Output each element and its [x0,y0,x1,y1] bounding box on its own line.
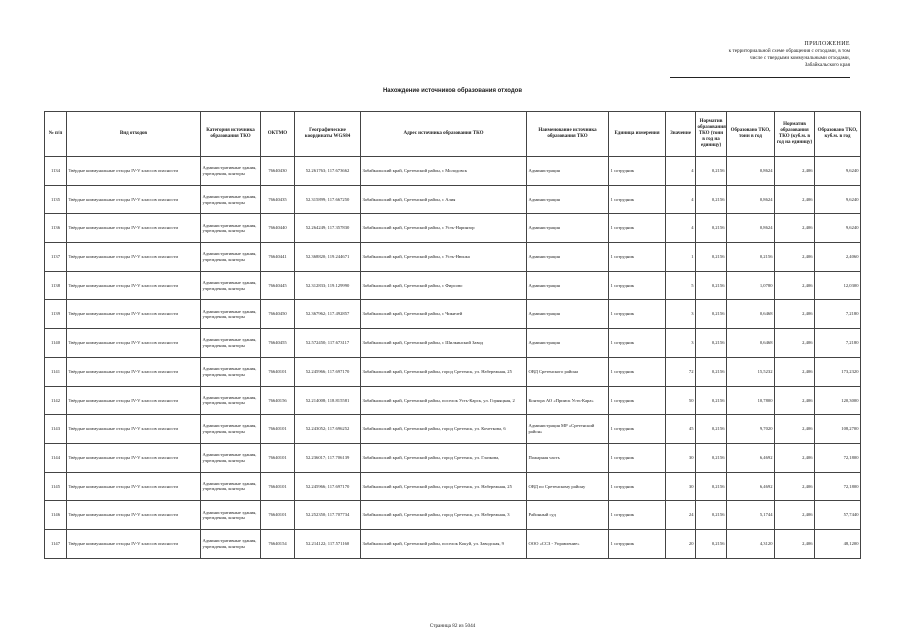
table-cell: 0,2156 [696,529,727,558]
table-cell: 0,2156 [696,357,727,386]
table-row [45,357,861,386]
table-cell: 76640440 [261,214,295,243]
table-cell: 2,406 [775,214,815,243]
table-cell: 2,406 [775,357,815,386]
table-row [45,214,861,243]
table-cell: 1 сотрудник [609,501,666,530]
table-cell: 1,0780 [727,271,775,300]
table-cell: Администрация [527,271,609,300]
table-cell: 76640455 [261,329,295,358]
table-cell: 0,2156 [696,415,727,444]
table-cell: Твёрдые коммунальные отходы IV-V классов опасности [67,415,201,444]
table-cell: 7,2180 [815,329,861,358]
table-cell: 52.367962; 117.492857 [295,300,361,329]
table-cell: 0,2156 [696,214,727,243]
appendix-rule [670,77,850,78]
table-cell: 1 сотрудник [609,357,666,386]
table-cell: 1 сотрудник [609,185,666,214]
table-cell: 1 сотрудник [609,329,666,358]
table-cell: 52.252350; 117.707734 [295,501,361,530]
table-cell: Забайкальский край, Сретенский район, с Шилкинский Завод [361,329,527,358]
table-cell: Твёрдые коммунальные отходы IV-V классов опасности [67,443,201,472]
table-cell: 76640101 [261,415,295,444]
table-cell: Административные здания, учреждения, конторы [201,357,261,386]
table-cell: 30 [666,443,696,472]
table-cell: 1146 [45,501,67,530]
header-cell: Категория источника образования ТКО [201,112,261,157]
table-cell: Забайкальский край, Сретенский район, город Сретенск, ул. Набережная, 25 [361,357,527,386]
table-cell: 0,2156 [696,501,727,530]
table-cell: Забайкальский край, Сретенский район, город Сретенск, ул. Набережная, 25 [361,472,527,501]
table-cell: Забайкальский край, Сретенский район, с Усть-Нюкжа [361,243,527,272]
table-cell: 7,2180 [815,300,861,329]
table-cell: 1 сотрудник [609,529,666,558]
table-cell: 1 сотрудник [609,300,666,329]
table-cell: Административные здания, учреждения, конторы [201,386,261,415]
table-cell: 0,2156 [696,185,727,214]
table-cell: 2,406 [775,185,815,214]
table-cell: 76640101 [261,443,295,472]
header-cell: Образовано ТКО, куб.м. в год [815,112,861,157]
table-cell: 173,2320 [815,357,861,386]
table-cell: 15,5232 [727,357,775,386]
table-cell: 2,4060 [815,243,861,272]
table-cell: Административные здания, учреждения, конторы [201,501,261,530]
table-cell: 72 [666,357,696,386]
appendix-line: к территориальной схеме обращения с отходами, в том [728,48,850,54]
table-cell: Административные здания, учреждения, конторы [201,185,261,214]
table-cell: Администрация [527,214,609,243]
table-cell: Забайкальский край, Сретенский район, город Сретенск, ул. Кочеткова, 6 [361,415,527,444]
table-cell: 1134 [45,157,67,186]
table-cell: Административные здания, учреждения, конторы [201,529,261,558]
table-cell: ОВД по Сретенскому району [527,472,609,501]
table-cell: Администрация [527,157,609,186]
header-cell: ОКТМО [261,112,295,157]
table-cell: 72,1800 [815,443,861,472]
table-cell: 76640450 [261,300,295,329]
table-cell: 0,2156 [696,243,727,272]
table-cell: 1 сотрудник [609,472,666,501]
table-cell: 0,2156 [696,271,727,300]
table-cell: 52.572450; 117.673117 [295,329,361,358]
table-cell: Администрация [527,300,609,329]
document-title: Нахождение источников образования отходов [382,88,523,94]
table-cell: Забайкальский край, Сретенский район, с Алия [361,185,527,214]
table-cell: 76640101 [261,472,295,501]
table-cell: Административные здания, учреждения, конторы [201,300,261,329]
table-cell: 52.243052; 117.696252 [295,415,361,444]
table-cell: Администрация [527,243,609,272]
table-cell: Твёрдые коммунальные отходы IV-V классов опасности [67,529,201,558]
table-cell: 30 [666,472,696,501]
table-cell: Административные здания, учреждения, конторы [201,214,261,243]
table-cell: 9,6240 [815,157,861,186]
table-cell: 52.245966; 117.697170 [295,472,361,501]
table-cell: 2,406 [775,243,815,272]
table-cell: 2,406 [775,415,815,444]
table-cell: 76640154 [261,529,295,558]
table-row [45,501,861,530]
table-cell: 1 сотрудник [609,271,666,300]
table-cell: Забайкальский край, Сретенский район, с Молодовск [361,157,527,186]
table-cell: 52.368820; 119.244671 [295,243,361,272]
table-cell: 9,6240 [815,185,861,214]
table-cell: 1135 [45,185,67,214]
table-cell: 48,1200 [815,529,861,558]
table-cell: 52.315899; 117.667250 [295,185,361,214]
table-cell: 76640435 [261,185,295,214]
table-cell: 4 [666,185,696,214]
table-cell: Твёрдые коммунальные отходы IV-V классов опасности [67,329,201,358]
table-cell: 2,406 [775,271,815,300]
table-cell: 1141 [45,357,67,386]
table-cell: 1 [666,243,696,272]
table-cell: Контора АО «Прииск Усть-Кара» [527,386,609,415]
table-cell: 1144 [45,443,67,472]
table-cell: Твёрдые коммунальные отходы IV-V классов опасности [67,472,201,501]
table-cell: 72,1800 [815,472,861,501]
table-cell: Твёрдые коммунальные отходы IV-V классов опасности [67,185,201,214]
appendix-block [630,41,850,69]
table-cell: 76640441 [261,243,295,272]
table-cell: Твёрдые коммунальные отходы IV-V классов опасности [67,243,201,272]
table-cell: 24 [666,501,696,530]
header-cell: Норматив образования ТКО (куб.м. в год на единицу) [775,112,815,157]
table-row [45,185,861,214]
table-cell: Забайкальский край, Сретенский район, с Усть-Наринзор [361,214,527,243]
table-cell: Административные здания, учреждения, конторы [201,243,261,272]
table-cell: 1 сотрудник [609,157,666,186]
table-cell: 2,406 [775,443,815,472]
table-cell: Администрация МР «Сретенский район» [527,415,609,444]
table-cell: 1 сотрудник [609,214,666,243]
table-cell: 52.264249; 117.357830 [295,214,361,243]
page-footer: Страница 82 из 5044 [429,623,476,629]
table-cell: Твёрдые коммунальные отходы IV-V классов опасности [67,357,201,386]
header-cell: Единица измерения [609,112,666,157]
table-row [45,300,861,329]
table-cell: 5,1744 [727,501,775,530]
table-cell: Твёрдые коммунальные отходы IV-V классов опасности [67,386,201,415]
table-row [45,443,861,472]
table-cell: 12,0300 [815,271,861,300]
table-cell: 0,2156 [696,443,727,472]
table-cell: Твёрдые коммунальные отходы IV-V классов опасности [67,501,201,530]
table-cell: Административные здания, учреждения, конторы [201,329,261,358]
table-cell: Забайкальский край, Сретенский район, поселок Кокуй, ул. Заводская, 9 [361,529,527,558]
table-cell: 3 [666,300,696,329]
table-cell: Забайкальский край, Сретенский район, город Сретенск, ул. Глазкова, [361,443,527,472]
table-cell: 52.214008; 118.815581 [295,386,361,415]
table-cell: 1143 [45,415,67,444]
table-cell: Административные здания, учреждения, конторы [201,415,261,444]
table-cell: 52.245966; 117.697170 [295,357,361,386]
header-cell: Образовано ТКО, тонн в год [727,112,775,157]
table-cell: 1137 [45,243,67,272]
table-row [45,329,861,358]
table-cell: 0,8624 [727,185,775,214]
table-row [45,271,861,300]
table-cell: 2,406 [775,529,815,558]
table-cell: 0,8624 [727,214,775,243]
table-cell: 3 [666,329,696,358]
table-cell: 4,3120 [727,529,775,558]
table-cell: 52.312833; 119.129990 [295,271,361,300]
waste-sources-table [44,111,861,559]
table-cell: 0,2156 [696,472,727,501]
table-cell: 76640101 [261,501,295,530]
table-cell: 1138 [45,271,67,300]
table-cell: 0,6468 [727,300,775,329]
table-cell: 6,4692 [727,472,775,501]
table-cell: Пожарная часть [527,443,609,472]
table-cell: 4 [666,157,696,186]
table-cell: 20 [666,529,696,558]
table-cell: 2,406 [775,329,815,358]
table-row [45,243,861,272]
table-cell: 10,7800 [727,386,775,415]
table-cell: 1142 [45,386,67,415]
table-cell: 2,406 [775,157,815,186]
table-cell: 1139 [45,300,67,329]
table-cell: 52.261763; 117.673662 [295,157,361,186]
table-cell: 5 [666,271,696,300]
header-cell: № п/п [45,112,67,157]
table-cell: 120,3000 [815,386,861,415]
table-cell: 0,2156 [727,243,775,272]
table-cell: Административные здания, учреждения, конторы [201,157,261,186]
table-cell: ООО «ССЗ - Управление» [527,529,609,558]
table-cell: 45 [666,415,696,444]
table-row [45,529,861,558]
table-cell: 4 [666,214,696,243]
table-cell: 2,406 [775,300,815,329]
table-cell: 6,4692 [727,443,775,472]
table-cell: 0,8624 [727,157,775,186]
table-cell: Твёрдые коммунальные отходы IV-V классов опасности [67,157,201,186]
table-cell: 1145 [45,472,67,501]
header-cell: Вид отходов [67,112,201,157]
appendix-heading: ПРИЛОЖЕНИЕ [804,41,850,47]
table-cell: 76640430 [261,157,295,186]
table-cell: 52.214122; 117.571160 [295,529,361,558]
header-cell: Адрес источника образования ТКО [361,112,527,157]
table-cell: 0,2156 [696,300,727,329]
table-cell: 2,406 [775,501,815,530]
table-cell: 0,6468 [727,329,775,358]
table-cell: 1147 [45,529,67,558]
header-cell: Наименование источника образования ТКО [527,112,609,157]
table-row [45,415,861,444]
table-cell: Твёрдые коммунальные отходы IV-V классов опасности [67,214,201,243]
header-cell: Географические координаты WGS84 [295,112,361,157]
table-cell: 50 [666,386,696,415]
table-cell: 0,2156 [696,157,727,186]
table-cell: 1140 [45,329,67,358]
table-cell: 1 сотрудник [609,443,666,472]
table-cell: Административные здания, учреждения, конторы [201,472,261,501]
table-row [45,386,861,415]
table-cell: 0,2156 [696,386,727,415]
table-row [45,157,861,186]
table-cell: Администрация [527,185,609,214]
table-cell: Забайкальский край, Сретенский район, поселок Усть-Карск, ул. Горняцкая, 2 [361,386,527,415]
table-cell: 52.236017; 117.706139 [295,443,361,472]
table-cell: 1136 [45,214,67,243]
table-cell: Забайкальский край, Сретенский район, город Сретенск, ул. Набережная, 3 [361,501,527,530]
header-cell: Норматив образования ТКО (тонн в год на единицу) [696,112,727,157]
table-cell: 2,406 [775,386,815,415]
table-cell: 108,2700 [815,415,861,444]
table-cell: 76640445 [261,271,295,300]
table-cell: 76640156 [261,386,295,415]
table-cell: Забайкальский край, Сретенский район, с Фирсово [361,271,527,300]
table-cell: 1 сотрудник [609,415,666,444]
table-cell: 9,6240 [815,214,861,243]
appendix-line: числе с твердыми коммунальными отходами, [749,55,850,61]
table-cell: Забайкальский край, Сретенский район, с Чикичей [361,300,527,329]
table-cell: 57,7440 [815,501,861,530]
appendix-line: Забайкальского края [804,62,850,68]
table-header-row [45,112,861,157]
table-cell: 2,406 [775,472,815,501]
table-row [45,472,861,501]
table-cell: ОВД Сретенского района [527,357,609,386]
table-cell: Административные здания, учреждения, конторы [201,271,261,300]
table-cell: Твёрдые коммунальные отходы IV-V классов опасности [67,271,201,300]
table-cell: Административные здания, учреждения, конторы [201,443,261,472]
table-cell: 1 сотрудник [609,386,666,415]
table-cell: Администрация [527,329,609,358]
header-cell: Значение [666,112,696,157]
table-cell: Твёрдые коммунальные отходы IV-V классов опасности [67,300,201,329]
table-cell: 1 сотрудник [609,243,666,272]
table-cell: 0,2156 [696,329,727,358]
table-cell: Районный суд [527,501,609,530]
table-cell: 9,7020 [727,415,775,444]
table-cell: 76640101 [261,357,295,386]
